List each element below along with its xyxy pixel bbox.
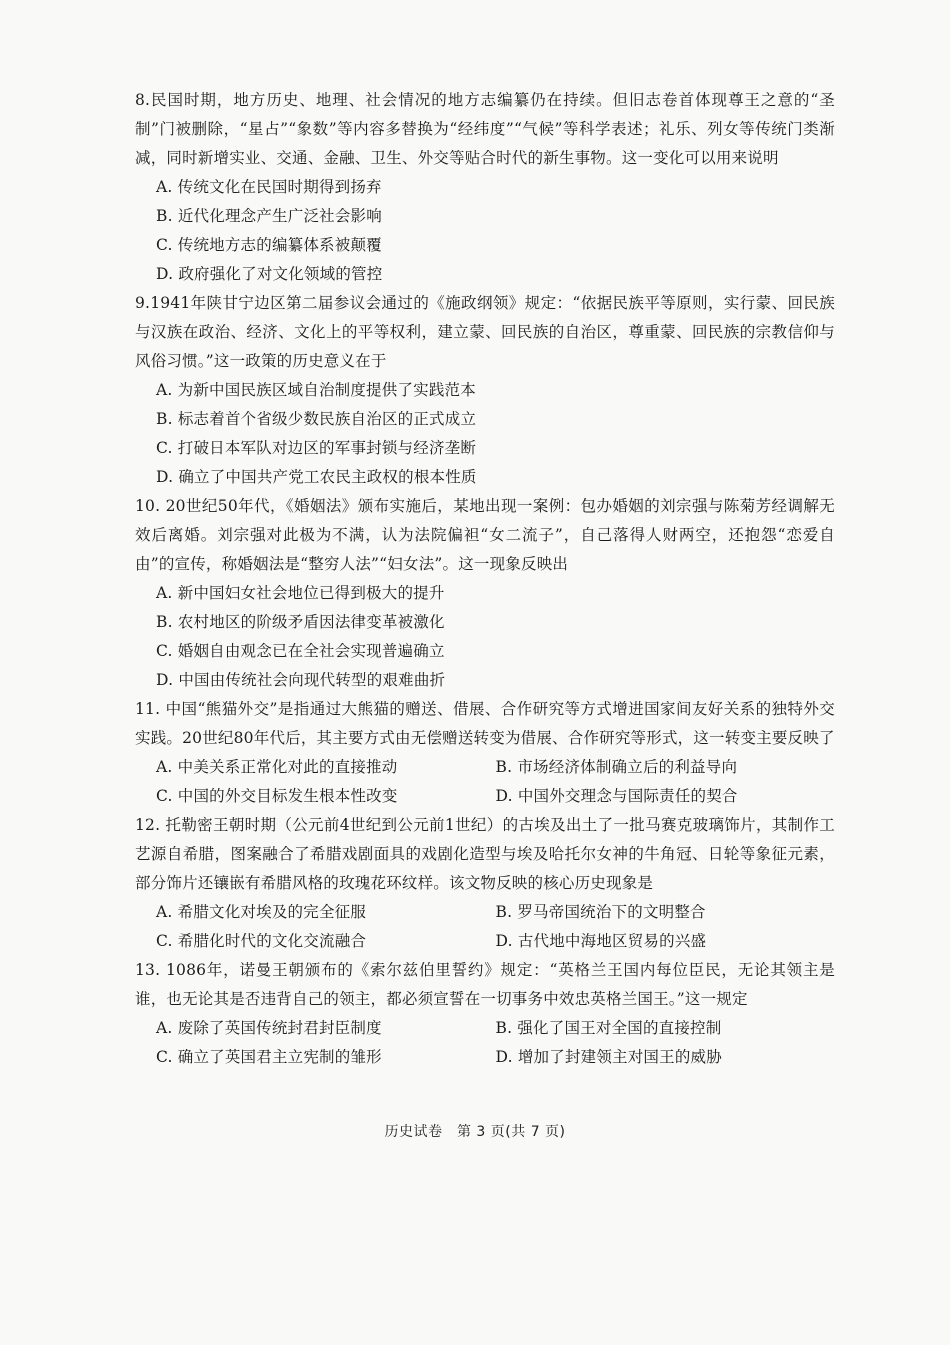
option-d: D. 古代地中海地区贸易的兴盛 (495, 932, 707, 950)
option-d: D. 确立了中国共产党工农民主政权的根本性质 (156, 468, 477, 486)
option-c: C. 婚姻自由观念已在全社会实现普遍确立 (156, 642, 445, 660)
option-b: B. 罗马帝国统治下的文明整合 (495, 903, 706, 921)
option-c: C. 传统地方志的编纂体系被颠覆 (156, 236, 382, 254)
option-c: C. 打破日本军队对边区的军事封锁与经济垄断 (156, 439, 477, 457)
option-d: D. 中国外交理念与国际责任的契合 (495, 787, 738, 805)
option-grid (135, 1014, 835, 1072)
option-d: D. 中国由传统社会向现代转型的艰难曲折 (156, 671, 446, 689)
option-d: D. 增加了封建领主对国王的威胁 (495, 1048, 722, 1066)
option-d: D. 政府强化了对文化领域的管控 (156, 265, 383, 283)
question-stem: 8.民国时期，地方历史、地理、社会情况的地方志编纂仍在持续。但旧志卷首体现尊王之意的“圣制”门被删除，“星占”“象数”等内容多替换为“经纬度”“气候”等科学表述；礼乐、列女等传统门类渐减，同时新增实业、交通、金融、卫生、外交等贴合时代的新生事物。这一变化可以用来说明 (135, 91, 835, 167)
question-11 (135, 695, 835, 811)
option-c: C. 确立了英国君主立宪制的雏形 (156, 1048, 382, 1066)
option-c: C. 希腊化时代的文化交流融合 (156, 932, 367, 950)
question-stem: 12. 托勒密王朝时期（公元前4世纪到公元前1世纪）的古埃及出土了一批马赛克玻璃饰片，其制作工艺源自希腊，图案融合了希腊戏剧面具的戏剧化造型与埃及哈托尔女神的牛角冠、日轮等象征元素，部分饰片还镶嵌有希腊风格的玫瑰花环纹样。该文物反映的核心历史现象是 (135, 816, 835, 892)
option-b: B. 标志着首个省级少数民族自治区的正式成立 (156, 410, 477, 428)
option-a: A. 为新中国民族区域自治制度提供了实践范本 (156, 381, 476, 399)
option-b: B. 近代化理念产生广泛社会影响 (156, 207, 382, 225)
question-stem: 9.1941年陕甘宁边区第二届参议会通过的《施政纲领》规定：“依据民族平等原则，实行蒙、回民族与汉族在政治、经济、文化上的平等权利，建立蒙、回民族的自治区，尊重蒙、回民族的宗教信仰与风俗习惯。”这一政策的历史意义在于 (135, 294, 835, 370)
question-stem: 10. 20世纪50年代，《婚姻法》颁布实施后，某地出现一案例：包办婚姻的刘宗强与陈菊芳经调解无效后离婚。刘宗强对此极为不满，认为法院偏袒“女二流子”，自己落得人财两空，还抱怨“恋爱自由”的宣传，称婚姻法是“整穷人法”“妇女法”。这一现象反映出 (135, 497, 835, 573)
question-9 (135, 289, 835, 492)
option-a: A. 废除了英国传统封君封臣制度 (156, 1019, 382, 1037)
option-a: A. 中美关系正常化对此的直接推动 (156, 758, 398, 776)
option-a: A. 希腊文化对埃及的完全征服 (156, 903, 367, 921)
page-footer: 历史试卷 第 3 页(共 7 页) (384, 1124, 566, 1140)
question-13 (135, 956, 835, 1072)
question-stem: 11. 中国“熊猫外交”是指通过大熊猫的赠送、借展、合作研究等方式增进国家间友好关系的独特外交实践。20世纪80年代后，其主要方式由无偿赠送转变为借展、合作研究等形式，这一转变主要反映了 (135, 700, 835, 747)
question-stem: 13. 1086年，诺曼王朝颁布的《索尔兹伯里誓约》规定：“英格兰王国内每位臣民，无论其领主是谁，也无论其是否违背自己的领主，都必须宣誓在一切事务中效忠英格兰国王。”这一规定 (135, 961, 835, 1008)
question-list (135, 86, 835, 1072)
option-b: B. 市场经济体制确立后的利益导向 (495, 758, 738, 776)
option-a: A. 传统文化在民国时期得到扬弃 (156, 178, 382, 196)
option-b: B. 强化了国王对全国的直接控制 (495, 1019, 722, 1037)
question-10 (135, 492, 835, 695)
question-8 (135, 86, 835, 289)
option-b: B. 农村地区的阶级矛盾因法律变革被激化 (156, 613, 445, 631)
option-grid (135, 753, 835, 811)
option-grid (135, 898, 835, 956)
option-c: C. 中国的外交目标发生根本性改变 (156, 787, 398, 805)
option-a: A. 新中国妇女社会地位已得到极大的提升 (156, 584, 445, 602)
question-12 (135, 811, 835, 956)
